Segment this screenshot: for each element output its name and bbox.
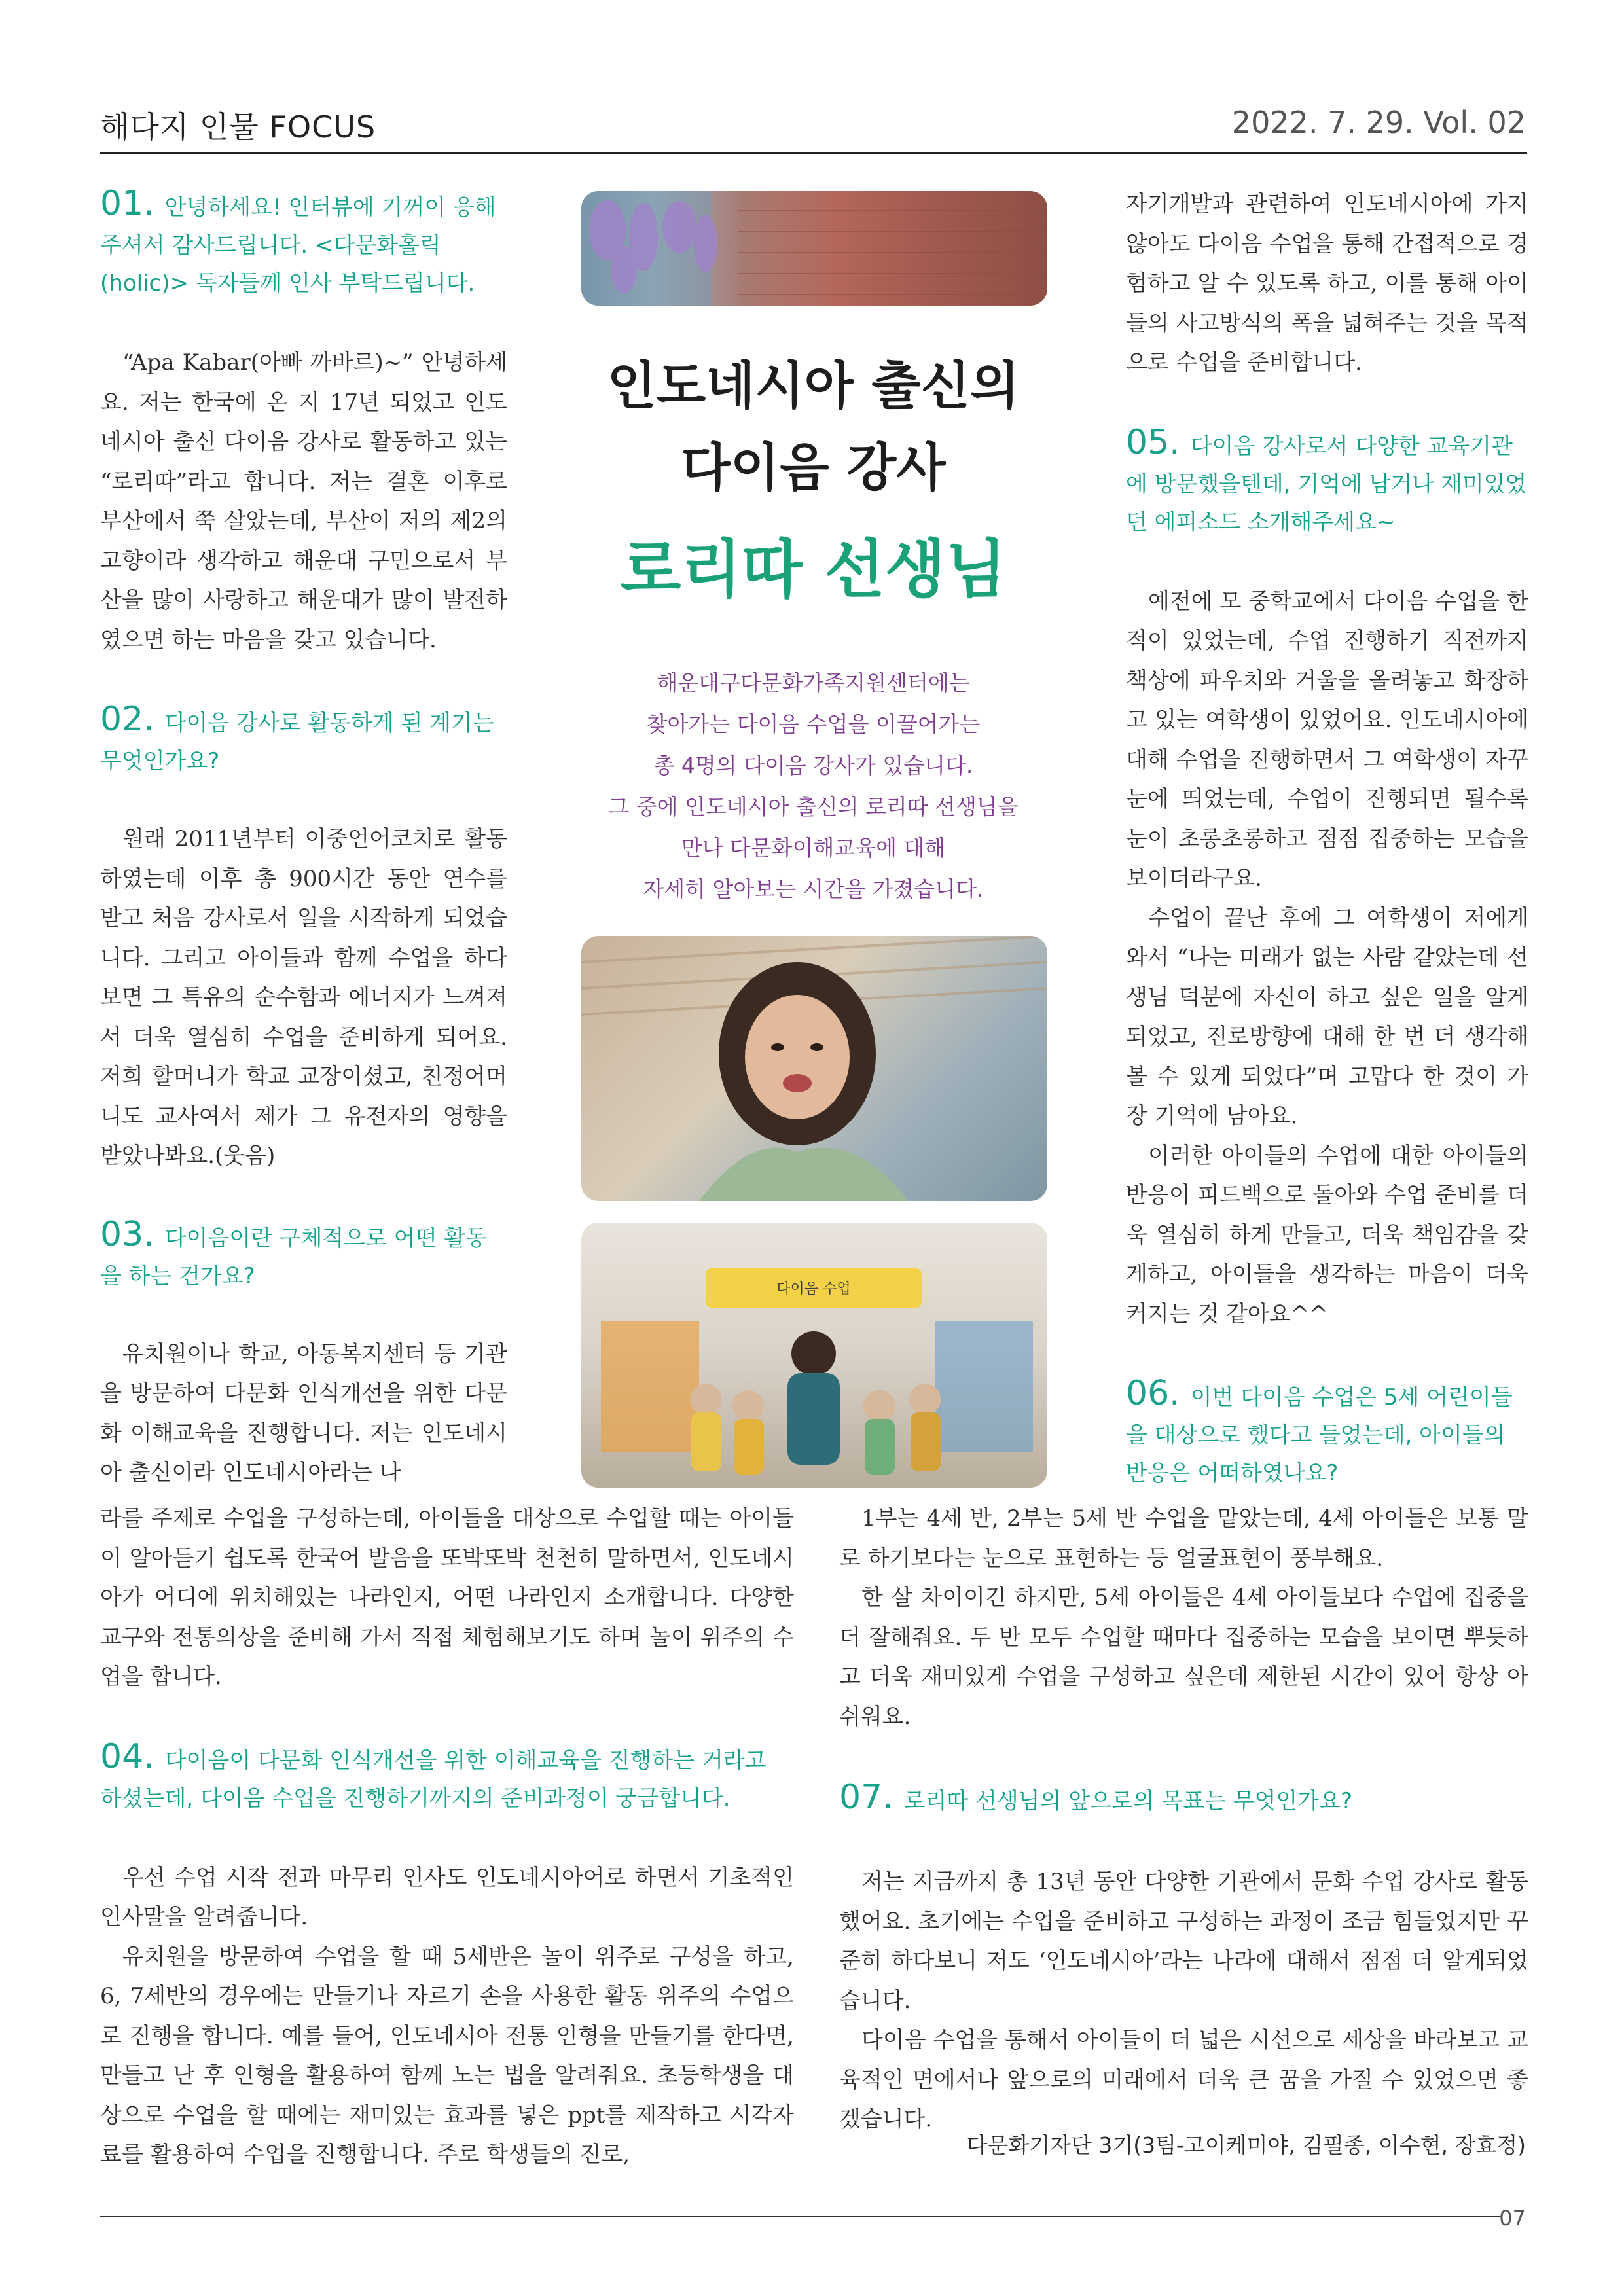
question-text: 안녕하세요! 인터뷰에 기꺼이 응해 주셔서 감사드립니다. <다문화홀릭(holic)> 독자들께 인사 부탁드립니다. xyxy=(100,194,496,296)
classroom-photo xyxy=(581,1223,1047,1488)
footer-rule xyxy=(100,2216,1501,2217)
portrait-photo xyxy=(581,936,1047,1201)
answer-06-p1: 1부는 4세 반, 2부는 5세 반 수업을 맡았는데, 4세 아이들은 보통 말로 하기보다는 눈으로 표현하는 등 얼굴표현이 풍부해요. xyxy=(839,1505,1528,1571)
intro-line: 찾아가는 다이음 수업을 이끌어가는 xyxy=(646,711,981,737)
question-number: 06. xyxy=(1126,1374,1180,1413)
classroom-illustration xyxy=(581,1223,1047,1488)
intro-line: 만나 다문화이해교육에 대해 xyxy=(681,835,946,861)
answer-06-p2: 한 살 차이이긴 하지만, 5세 아이들은 4세 아이들보다 수업에 집중을 더 잘해줘요. 두 반 모두 수업할 때마다 집중하는 모습을 보이면 뿌듯하고 더욱 재미있게 수업을 구성하고 싶은데 제한된 시간이 있어 항상 아쉬워요. xyxy=(839,1585,1528,1730)
answer-05-p2: 수업이 끝난 후에 그 여학생이 저에게 와서 “나는 미래가 없는 사람 같았는데 선생님 덕분에 자신이 하고 싶은 일을 알게 되었고, 진로방향에 대해 한 번 더 생각해볼 수 있게 되었다”며 고맙다 한 것이 가장 기억에 남아요. xyxy=(1126,905,1528,1129)
question-06 xyxy=(1126,1374,1528,1492)
intro-line: 총 4명의 다이음 강사가 있습니다. xyxy=(653,753,973,778)
header-section-title: 해다지 인물 FOCUS xyxy=(100,109,376,145)
header-rule xyxy=(100,152,1527,154)
answer-02: 원래 2011년부터 이중언어코치로 활동하였는데 이후 총 900시간 동안 연수를 받고 처음 강사로서 일을 시작하게 되었습니다. 그리고 아이들과 함께 수업을 하다 보면 그 특유의 순수함과 에너지가 느껴져서 더욱 열심히 수업을 준비하게 되어요. 저희 할머니가 학교 교장이셨고, 친정어머니도 교사여서 제가 그 유전자의 영향을 받았나봐요.(웃음) xyxy=(100,826,507,1169)
left-column-top xyxy=(100,185,507,1493)
intro-line: 그 중에 인도네시아 출신의 로리따 선생님을 xyxy=(608,794,1019,819)
answer-03-start: 유치원이나 학교, 아동복지센터 등 기관을 방문하여 다문화 인식개선을 위한 다문화 이해교육을 진행합니다. 저는 인도네시아 출신이라 인도네시아라는 나 xyxy=(100,1340,507,1486)
question-number: 07. xyxy=(839,1778,893,1817)
title-line-1: 인도네시아 출신의 xyxy=(607,357,1020,416)
intro-paragraph xyxy=(576,662,1051,910)
question-05 xyxy=(1126,423,1528,541)
question-number: 04. xyxy=(100,1736,154,1776)
answer-03-end: 라를 주제로 수업을 구성하는데, 아이들을 대상으로 수업할 때는 아이들이 알아듣기 쉽도록 한국어 발음을 또박또박 천천히 말하면서, 인도네시아가 어디에 위치해있는 나라인지, 어떤 나라인지 소개합니다. 다양한 교구와 전통의상을 준비해 가서 직접 체험해보기도 하며 놀이 위주의 수업을 합니다. xyxy=(100,1505,794,1690)
title-name: 로리따 선생님 xyxy=(620,533,1007,606)
question-number: 05. xyxy=(1126,422,1180,462)
question-01 xyxy=(100,185,507,302)
intro-line: 해운대구다문화가족지원센터에는 xyxy=(657,670,970,696)
question-number: 01. xyxy=(100,184,154,223)
question-text: 다이음 강사로 활동하게 된 계기는 무엇인가요? xyxy=(100,710,494,774)
question-04 xyxy=(100,1738,794,1818)
answer-04-p1: 우선 수업 시작 전과 마무리 인사도 인도네시아어로 하면서 기초적인 인사말을 알려줍니다. xyxy=(100,1864,794,1930)
question-number: 03. xyxy=(100,1214,154,1254)
portrait-illustration xyxy=(581,936,1047,1201)
title-line-2: 다이음 강사 xyxy=(681,439,946,497)
wisteria-illustration xyxy=(581,191,1047,306)
question-number: 02. xyxy=(100,700,154,739)
intro-line: 자세히 알아보는 시간을 가졌습니다. xyxy=(643,876,984,902)
question-02 xyxy=(100,700,507,780)
question-text: 로리따 선생님의 앞으로의 목표는 무엇인가요? xyxy=(903,1788,1353,1814)
answer-05-p3: 이러한 아이들의 수업에 대한 아이들의 반응이 피드백으로 돌아와 수업 준비를 더욱 열심히 하게 만들고, 더욱 책임감을 갖게하고, 아이들을 생각하는 마음이 더욱 커지는 것 같아요^^ xyxy=(1126,1142,1528,1327)
left-wide-block xyxy=(100,1499,794,2175)
question-text: 다이음 강사로서 다양한 교육기관에 방문했을텐데, 기억에 남거나 재미있었던 에피소드 소개해주세요~ xyxy=(1126,433,1527,535)
photo-sign-text: 다이음 수업 xyxy=(776,1281,851,1297)
answer-04-end: 자기개발과 관련하여 인도네시아에 가지 않아도 다이음 수업을 통해 간접적으로 경험하고 알 수 있도록 하고, 이를 통해 아이들의 사고방식의 폭을 넓혀주는 것을 목적으로 수업을 준비합니다. xyxy=(1126,191,1528,376)
top-photo-flowers-brick-wall xyxy=(581,191,1047,306)
answer-07-p1: 저는 지금까지 총 13년 동안 다양한 기관에서 문화 수업 강사로 활동했어요. 초기에는 수업을 준비하고 구성하는 과정이 조금 힘들었지만 꾸준히 하다보니 저도 ‘인도네시아’라는 나라에 대해서 점점 더 알게되었습니다. xyxy=(839,1869,1528,2014)
question-text: 다이음이 다문화 인식개선을 위한 이해교육을 진행하는 거라고 하셨는데, 다이음 수업을 진행하기까지의 준비과정이 궁금합니다. xyxy=(100,1747,767,1812)
right-column-top xyxy=(1126,185,1528,1492)
answer-04-p2: 유치원을 방문하여 수업을 할 때 5세반은 놀이 위주로 구성을 하고, 6, 7세반의 경우에는 만들기나 자르기 손을 사용한 활동 위주의 수업으로 진행을 합니다. 예를 들어, 인도네시아 전통 인형을 만들기를 한다면, 만들고 난 후 인형을 활용하여 함께 노는 법을 알려줘요. 초등학생을 대상으로 수업을 할 때에는 재미있는 효과를 넣은 ppt를 제작하고 시각자료를 활용하여 수업을 진행합니다. 주로 학생들의 진로, xyxy=(100,1943,794,2168)
answer-07-p2: 다이음 수업을 통해서 아이들이 더 넓은 시선으로 세상을 바라보고 교육적인 면에서나 앞으로의 미래에서 더욱 큰 꿈을 가질 수 있었으면 좋겠습니다. xyxy=(839,2027,1528,2132)
question-03 xyxy=(100,1215,507,1295)
page-number: 07 xyxy=(1499,2206,1526,2231)
right-wide-block xyxy=(839,1499,1528,2140)
reporter-credit: 다문화기자단 3기(3팀-고이케미야, 김필종, 이수현, 장효정) xyxy=(966,2132,1526,2158)
answer-05-p1: 예전에 모 중학교에서 다이음 수업을 한 적이 있었는데, 수업 진행하기 직전까지 책상에 파우치와 거울을 올려놓고 화장하고 있는 여학생이 있었어요. 인도네시아에 대해 수업을 진행하면서 그 여학생이 자꾸 눈에 띄었는데, 수업이 진행되면 될수록 눈이 초롱초롱하고 점점 집중하는 모습을 보이더라구요. xyxy=(1126,588,1528,891)
question-text: 이번 다이음 수업은 5세 어린이들을 대상으로 했다고 들었는데, 아이들의 반응은 어떠하였나요? xyxy=(1126,1384,1513,1486)
header-issue-date: 2022. 7. 29. Vol. 02 xyxy=(1231,105,1526,140)
question-07 xyxy=(839,1778,1528,1820)
answer-01: “Apa Kabar(아빠 까바르)~” 안녕하세요. 저는 한국에 온 지 17년 되었고 인도네시아 출신 다이음 강사로 활동하고 있는 “로리따”라고 합니다. 저는 결혼 이후로 부산에서 쭉 살았는데, 부산이 저의 제2의 고향이라 생각하고 해운대 구민으로서 부산을 많이 사랑하고 해운대가 많이 발전하였으면 하는 마음을 갖고 있습니다. xyxy=(100,350,507,653)
question-text: 다이음이란 구체적으로 어떤 활동을 하는 건가요? xyxy=(100,1225,487,1289)
